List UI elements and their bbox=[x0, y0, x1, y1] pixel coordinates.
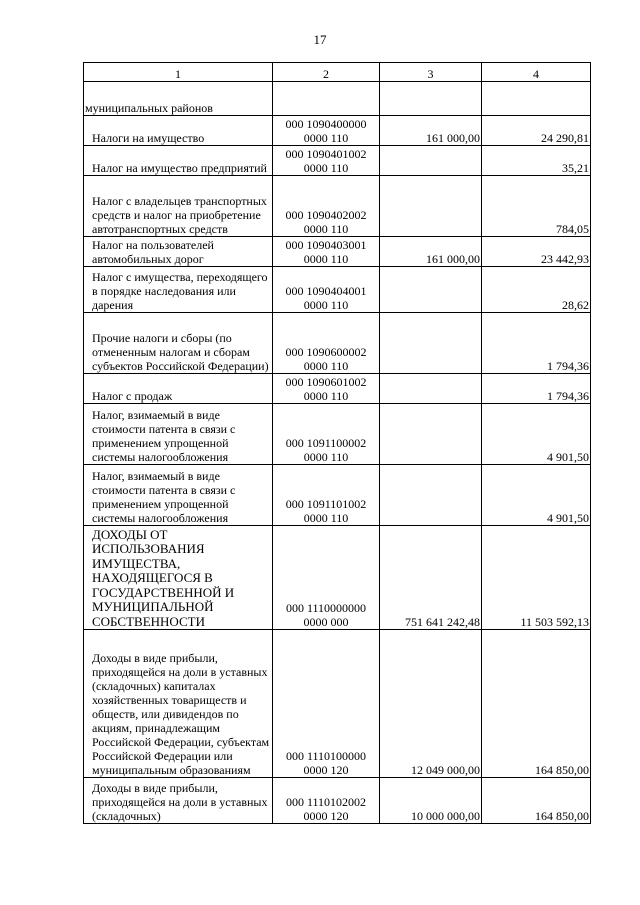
row-name: Налог с продаж bbox=[84, 374, 273, 404]
row-value-col3 bbox=[380, 313, 482, 374]
row-value-col4: 11 503 592,13 bbox=[482, 526, 591, 630]
row-value-col4: 4 901,50 bbox=[482, 404, 591, 465]
row-value-col3 bbox=[380, 82, 482, 116]
row-value-col4: 164 850,00 bbox=[482, 630, 591, 778]
row-value-col3 bbox=[380, 267, 482, 313]
row-value-col3 bbox=[380, 465, 482, 526]
row-code bbox=[273, 176, 380, 237]
row-value-col3 bbox=[380, 374, 482, 404]
row-value-col3 bbox=[380, 176, 482, 237]
revenue-table bbox=[83, 62, 591, 824]
row-value-col3 bbox=[380, 404, 482, 465]
code-line-1: 000 1090402002 bbox=[285, 208, 367, 222]
code-line-1: 000 1090404001 bbox=[285, 284, 367, 298]
table-row bbox=[84, 82, 591, 116]
row-value-col4: 23 442,93 bbox=[482, 237, 591, 267]
row-name: Налог, взимаемый в виде стоимости патента в связи с применением упрощенной системы налогообложения bbox=[84, 404, 273, 465]
table-row bbox=[84, 176, 591, 237]
row-value-col4: 28,62 bbox=[482, 267, 591, 313]
code-line-2: 0000 000 bbox=[303, 615, 349, 629]
code-line-1: 000 1091101002 bbox=[285, 497, 367, 511]
row-name: Налог на имущество предприятий bbox=[84, 146, 273, 176]
row-value-col3: 751 641 242,48 bbox=[380, 526, 482, 630]
table-header-row bbox=[84, 63, 591, 82]
row-name: Налог, взимаемый в виде стоимости патента в связи с применением упрощенной системы налогообложения bbox=[84, 465, 273, 526]
code-line-2: 0000 120 bbox=[303, 763, 349, 777]
row-value-col4 bbox=[482, 82, 591, 116]
table-row bbox=[84, 313, 591, 374]
code-line-2: 0000 110 bbox=[303, 450, 349, 464]
code-line-2: 0000 110 bbox=[303, 389, 349, 403]
code-line-2: 0000 110 bbox=[303, 252, 349, 266]
row-name: Доходы в виде прибыли, приходящейся на доли в уставных (складочных) капиталах хозяйственных товариществ и обществ, или дивидендов по акциям, принадлежащим Российской Федерации, субъектам Российской Федерации или муниципальным образованиям bbox=[84, 630, 273, 778]
row-code bbox=[273, 404, 380, 465]
row-name: Доходы в виде прибыли, приходящейся на доли в уставных (складочных) bbox=[84, 778, 273, 824]
code-line-1: 000 1090400000 bbox=[285, 117, 367, 131]
code-line-2: 0000 120 bbox=[303, 809, 349, 823]
row-code bbox=[273, 465, 380, 526]
table-row bbox=[84, 146, 591, 176]
code-line-1: 000 1110000000 bbox=[285, 601, 367, 615]
row-value-col3: 161 000,00 bbox=[380, 237, 482, 267]
row-name: ДОХОДЫ ОТ ИСПОЛЬЗОВАНИЯ ИМУЩЕСТВА, НАХОДЯЩЕГОСЯ В ГОСУДАРСТВЕННОЙ И МУНИЦИПАЛЬНОЙ СОБСТВЕННОСТИ bbox=[84, 526, 273, 630]
row-value-col4: 164 850,00 bbox=[482, 778, 591, 824]
row-code bbox=[273, 237, 380, 267]
row-code bbox=[273, 82, 380, 116]
row-name: Налог с владельцев транспортных средств и налог на приобретение автотранспортных средств bbox=[84, 176, 273, 237]
row-value-col4: 1 794,36 bbox=[482, 313, 591, 374]
code-line-1: 000 1090403001 bbox=[285, 238, 367, 252]
code-line-1: 000 1091100002 bbox=[285, 436, 367, 450]
row-value-col3: 10 000 000,00 bbox=[380, 778, 482, 824]
row-value-col4: 1 794,36 bbox=[482, 374, 591, 404]
row-code bbox=[273, 116, 380, 146]
code-line-2: 0000 110 bbox=[303, 511, 349, 525]
column-header-3: 3 bbox=[380, 63, 482, 82]
table-row bbox=[84, 778, 591, 824]
code-line-1: 000 1110100000 bbox=[285, 749, 367, 763]
row-value-col3 bbox=[380, 146, 482, 176]
row-value-col4: 4 901,50 bbox=[482, 465, 591, 526]
row-code bbox=[273, 313, 380, 374]
code-line-2: 0000 110 bbox=[303, 359, 349, 373]
row-code bbox=[273, 146, 380, 176]
row-value-col3: 161 000,00 bbox=[380, 116, 482, 146]
table-row bbox=[84, 526, 591, 630]
row-value-col4: 35,21 bbox=[482, 146, 591, 176]
table-row bbox=[84, 267, 591, 313]
page-number: 17 bbox=[313, 32, 327, 47]
row-value-col3: 12 049 000,00 bbox=[380, 630, 482, 778]
row-code bbox=[273, 778, 380, 824]
table-row bbox=[84, 465, 591, 526]
row-name: Налоги на имущество bbox=[84, 116, 273, 146]
code-line-1: 000 1110102002 bbox=[285, 795, 367, 809]
row-name: муниципальных районов bbox=[84, 82, 273, 116]
column-header-2: 2 bbox=[273, 63, 380, 82]
table-row bbox=[84, 404, 591, 465]
row-code bbox=[273, 374, 380, 404]
table-row bbox=[84, 374, 591, 404]
code-line-1: 000 1090600002 bbox=[285, 345, 367, 359]
table-row bbox=[84, 630, 591, 778]
row-name: Налог на пользователей автомобильных дорог bbox=[84, 237, 273, 267]
table-row bbox=[84, 116, 591, 146]
column-header-4: 4 bbox=[482, 63, 591, 82]
code-line-1: 000 1090601002 bbox=[285, 375, 367, 389]
table-row bbox=[84, 237, 591, 267]
row-code bbox=[273, 267, 380, 313]
row-code bbox=[273, 630, 380, 778]
row-code bbox=[273, 526, 380, 630]
row-name: Налог с имущества, переходящего в порядке наследования или дарения bbox=[84, 267, 273, 313]
code-line-1: 000 1090401002 bbox=[285, 147, 367, 161]
code-line-2: 0000 110 bbox=[303, 298, 349, 312]
code-line-2: 0000 110 bbox=[303, 222, 349, 236]
row-value-col4: 784,05 bbox=[482, 176, 591, 237]
column-header-1: 1 bbox=[84, 63, 273, 82]
row-name: Прочие налоги и сборы (по отмененным налогам и сборам субъектов Российской Федерации) bbox=[84, 313, 273, 374]
code-line-2: 0000 110 bbox=[303, 131, 349, 145]
row-value-col4: 24 290,81 bbox=[482, 116, 591, 146]
code-line-2: 0000 110 bbox=[303, 161, 349, 175]
